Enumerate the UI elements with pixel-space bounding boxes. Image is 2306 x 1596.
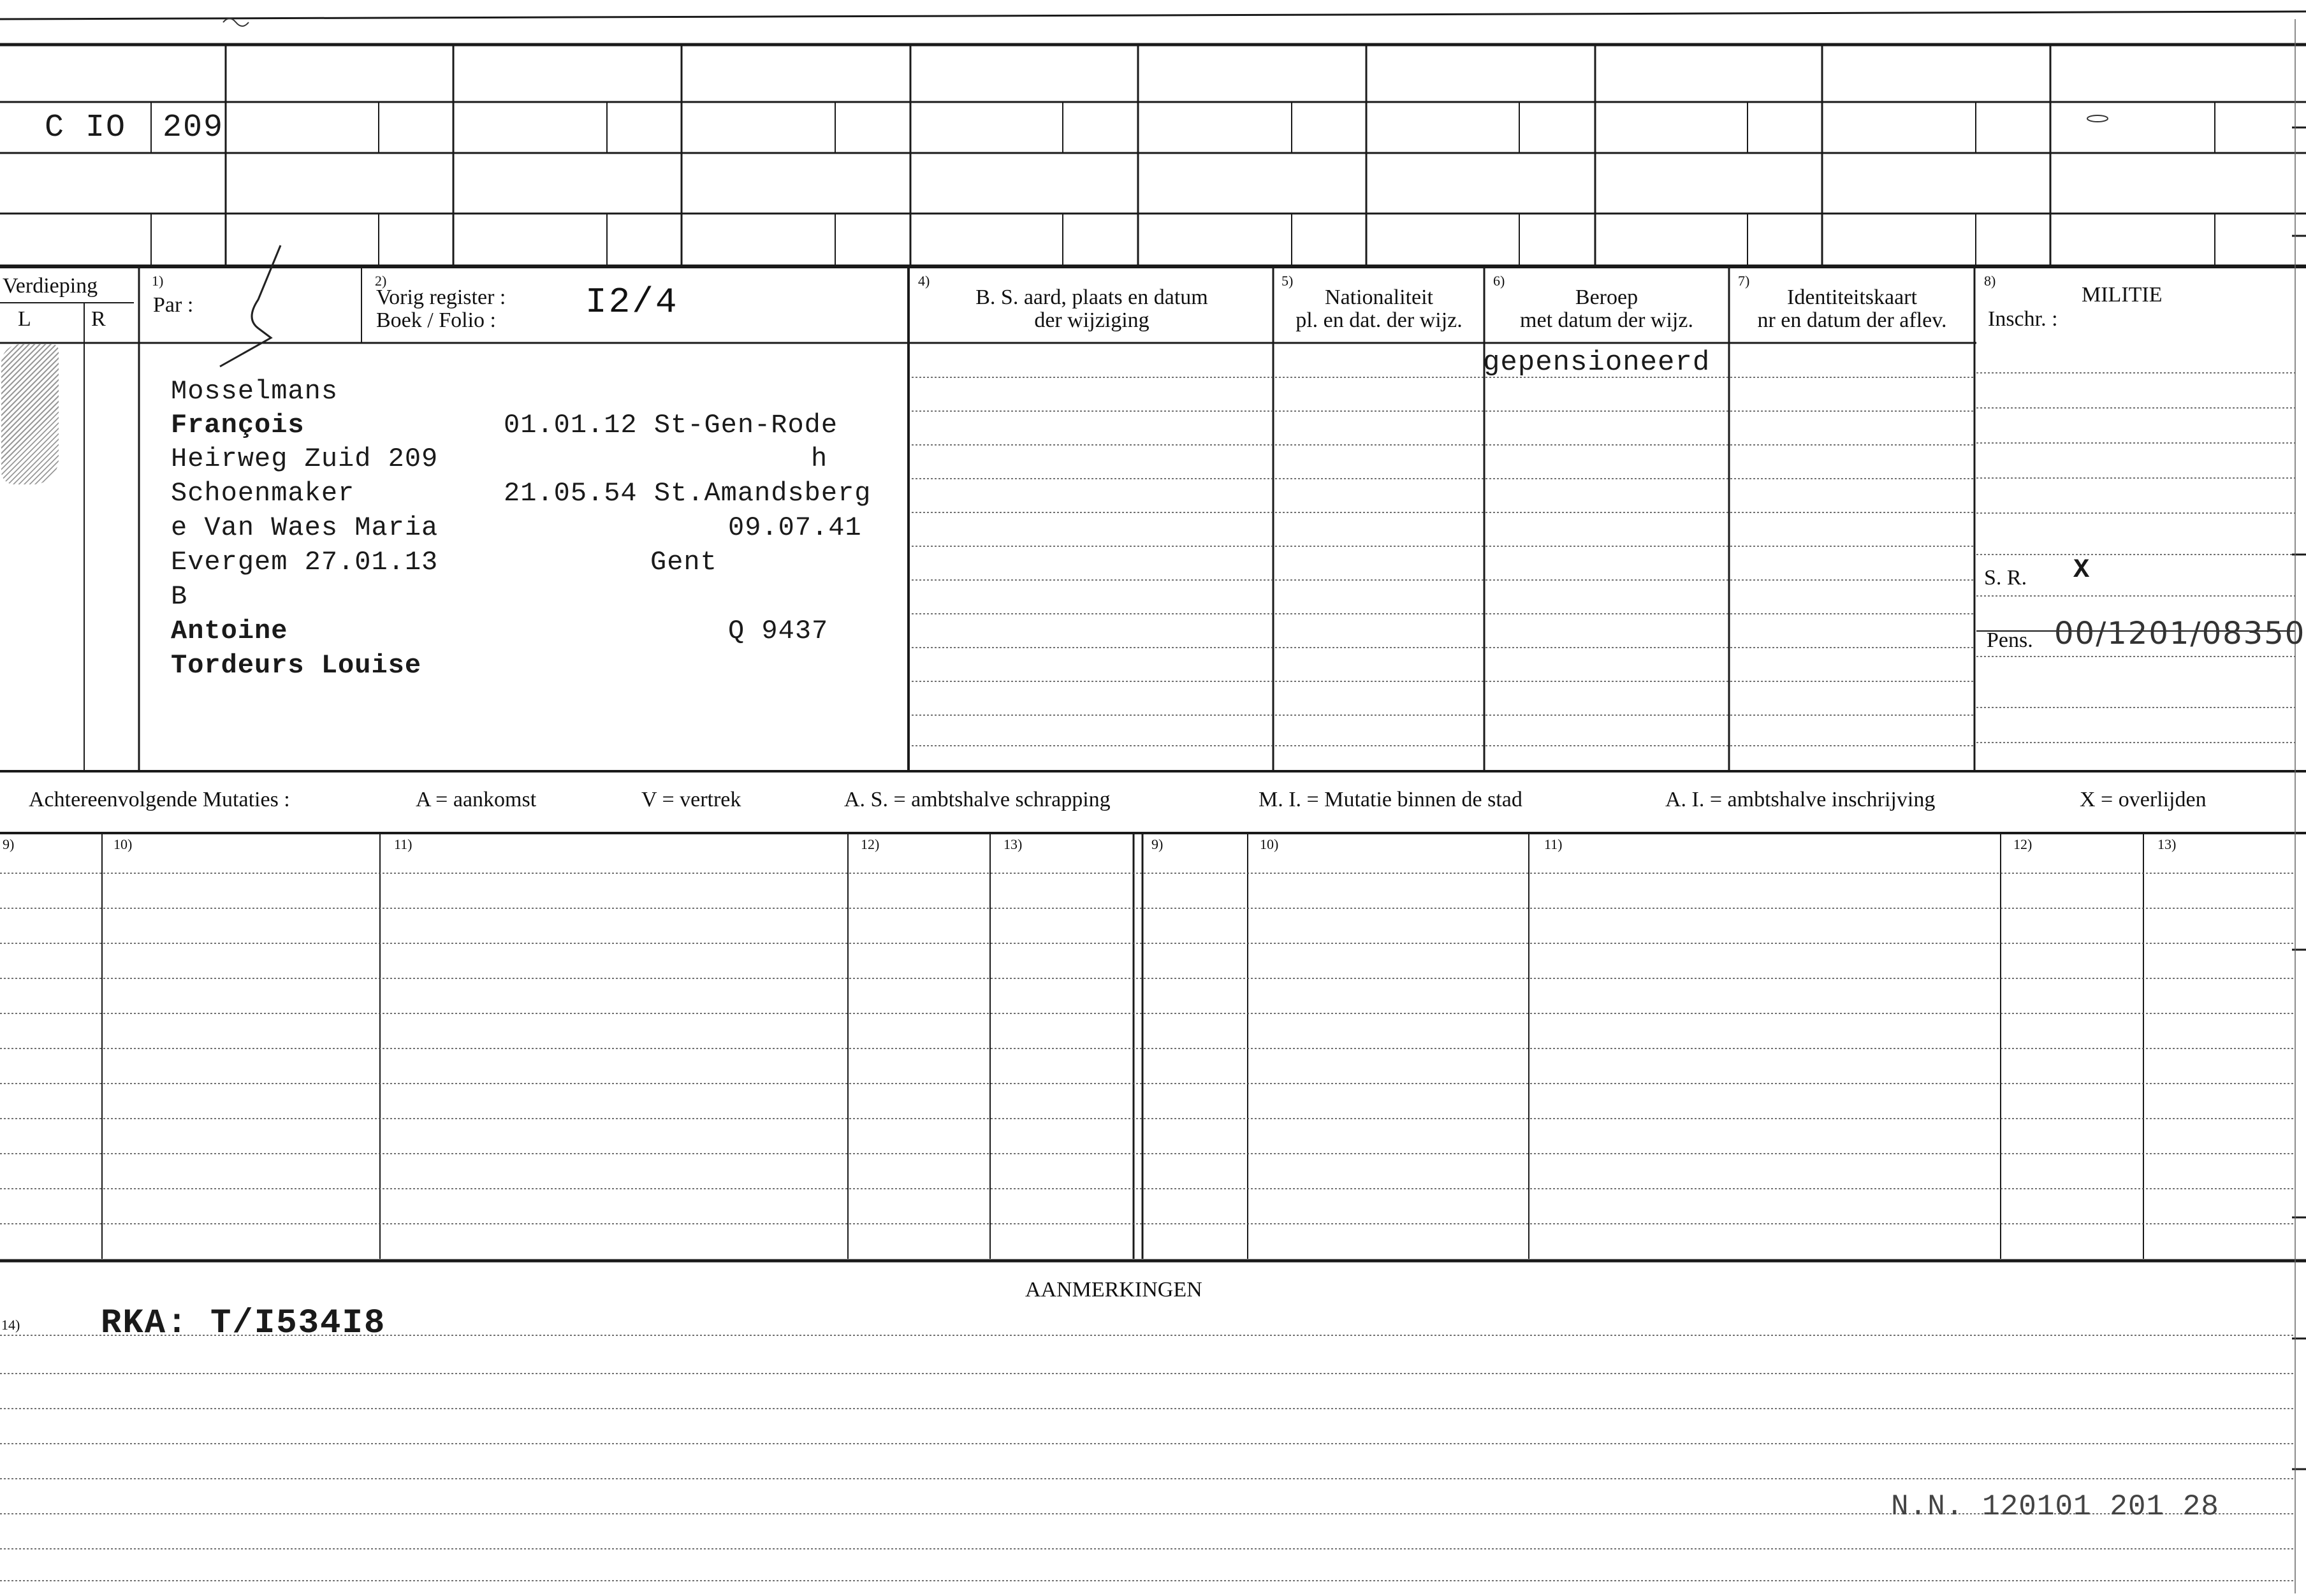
bs-heading-line2: der wijziging	[1034, 308, 1149, 332]
field-number-6: 6)	[1493, 273, 1505, 289]
col-l-label: L	[18, 307, 31, 331]
mutation-col-13b: 13)	[2157, 836, 2177, 852]
field-number-5: 5)	[1281, 273, 1294, 289]
national-number: N.N. 120101 201 28	[1891, 1490, 2219, 1523]
remarks-title: AANMERKINGEN	[1025, 1278, 1202, 1302]
par-pen-stroke	[220, 245, 281, 366]
mutation-col-10: 10)	[113, 836, 133, 852]
person-birth: 01.01.12 St-Gen-Rode	[504, 410, 838, 440]
sr-label: S. R.	[1984, 566, 2027, 590]
person-h-mark: h	[811, 444, 828, 474]
mutation-col-12b: 12)	[2013, 836, 2032, 852]
legend-vertrek: V = vertrek	[641, 788, 741, 811]
person-date2: 21.05.54 St.Amandsberg	[504, 478, 872, 509]
card-code: C IO	[45, 110, 127, 146]
mutation-col-10b: 10)	[1260, 836, 1279, 852]
legend-ambtshalve-inschrijving: A. I. = ambtshalve inschrijving	[1665, 788, 1936, 811]
identiteitskaart-heading-line1: Identiteitskaart	[1787, 286, 1917, 309]
field-number-2: 2)	[375, 273, 387, 289]
nationaliteit-heading-line1: Nationaliteit	[1325, 286, 1433, 309]
remarks-rka: RKA: T/I534I8	[101, 1304, 386, 1343]
mutation-col-9: 9)	[3, 836, 15, 852]
person-spouse-birth: Evergem 27.01.13	[171, 547, 439, 577]
person-place2: Gent	[650, 547, 717, 577]
vorig-register-label: Vorig register :	[376, 286, 506, 309]
person-date3: 09.07.41	[728, 512, 862, 543]
mutation-col-9b: 9)	[1151, 836, 1164, 852]
verdieping-label: Verdieping	[3, 274, 98, 298]
boek-folio-label: Boek / Folio :	[376, 308, 496, 332]
person-b-mark: B	[171, 581, 188, 612]
legend-aankomst: A = aankomst	[416, 788, 537, 811]
mutation-col-11b: 11)	[1544, 836, 1563, 852]
mutation-col-12: 12)	[861, 836, 880, 852]
identiteitskaart-heading-line2: nr en datum der aflev.	[1757, 308, 1947, 332]
legend-mutatie: M. I. = Mutatie binnen de stad	[1259, 788, 1522, 811]
person-address: Heirweg Zuid 209	[171, 444, 439, 474]
bs-heading-line1: B. S. aard, plaats en datum	[975, 286, 1208, 309]
field-number-8: 8)	[1984, 273, 1996, 289]
person-firstname: François	[171, 410, 305, 440]
mutation-col-11: 11)	[394, 836, 412, 852]
mutation-col-13: 13)	[1003, 836, 1023, 852]
beroep-heading-line1: Beroep	[1575, 286, 1638, 309]
legend-title: Achtereenvolgende Mutaties :	[29, 788, 290, 811]
person-occupation: Schoenmaker	[171, 478, 355, 509]
legend-overlijden: X = overlijden	[2080, 788, 2207, 811]
register-value: I2/4	[585, 282, 679, 323]
nationaliteit-heading-line2: pl. en dat. der wijz.	[1295, 308, 1463, 332]
col-r-label: R	[91, 307, 106, 331]
field-number-1: 1)	[152, 273, 164, 289]
fingerprint-mark	[1, 344, 59, 484]
card-number: 209	[163, 110, 224, 146]
beroep-value: gepensioneerd	[1483, 347, 1711, 379]
person-code: Q 9437	[728, 616, 829, 646]
par-label: Par :	[153, 293, 194, 317]
beroep-heading-line2: met datum der wijz.	[1520, 308, 1693, 332]
sr-value: X	[2073, 555, 2091, 585]
person-mother: Tordeurs Louise	[171, 650, 422, 681]
legend-ambtshalve-schrapping: A. S. = ambtshalve schrapping	[844, 788, 1111, 811]
field-number-7: 7)	[1738, 273, 1750, 289]
inschr-label: Inschr. :	[1988, 307, 2058, 331]
militie-heading: MILITIE	[2082, 283, 2163, 307]
person-surname: Mosselmans	[171, 376, 339, 407]
field-number-4: 4)	[918, 273, 930, 289]
remarks-field-number: 14)	[1, 1317, 20, 1333]
person-father: Antoine	[171, 616, 288, 646]
pens-value: 00/1201/08350	[2054, 616, 2306, 651]
person-spouse: e Van Waes Maria	[171, 512, 439, 543]
pens-label: Pens.	[1987, 628, 2033, 652]
